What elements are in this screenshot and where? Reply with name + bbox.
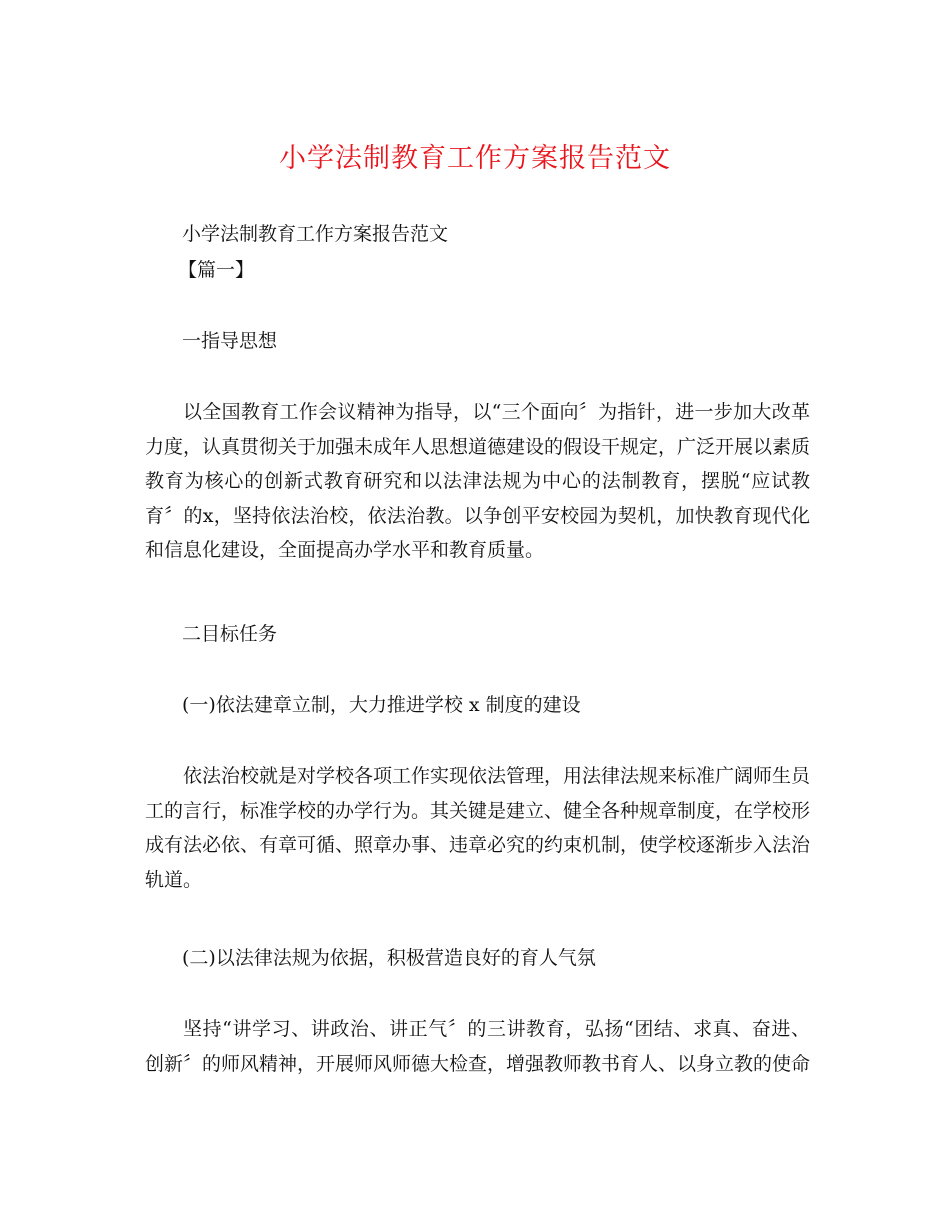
section-heading-goals: 二目标任务: [182, 623, 278, 645]
document-subtitle: 小学法制教育工作方案报告范文: [182, 223, 449, 245]
part-label: 【篇一】: [178, 259, 255, 281]
paragraph-guiding-thought: 以全国教育工作会议精神为指导，以“三个面向〞为指针，进一步加大改革力度，认真贯彻关于加强未成年人思想道德建设的假设干规定，广泛开展以素质教育为核心的创新式教育研究和以法津法规为中心的法制教育，摆脱“应试教育〞的x，坚持依法治校，依法治教。以争创平安校园为契机，加快教育现代化和信息化建设，全面提高办学水平和教育质量。: [145, 401, 811, 562]
subheading-rules-system: (一)依法建章立制，大力推进学校 x 制度的建设: [182, 694, 581, 716]
paragraph-rule-by-law: 依法治校就是对学校各项工作实现依法管理，用法律法规来标准广阔师生员工的言行，标准学校的办学行为。其关键是建立、健全各种规章制度，在学校形成有法必依、有章可循、照章办事、违章必究的约束机制，使学校逐渐步入法治轨道。: [145, 765, 811, 891]
subheading-education-atmosphere: (二)以法律法规为依据，积极营造良好的育人气氛: [182, 947, 596, 969]
document-title: 小学法制教育工作方案报告范文: [279, 143, 671, 174]
section-heading-guiding-thought: 一指导思想: [182, 330, 278, 352]
paragraph-teacher-ethics: 坚持“讲学习、讲政治、讲正气〞的三讲教育，弘扬“团结、求真、奋进、创新〞的师风精神，开展师风师德大检查，增强教师教书育人、以身立教的使命: [145, 1018, 811, 1075]
